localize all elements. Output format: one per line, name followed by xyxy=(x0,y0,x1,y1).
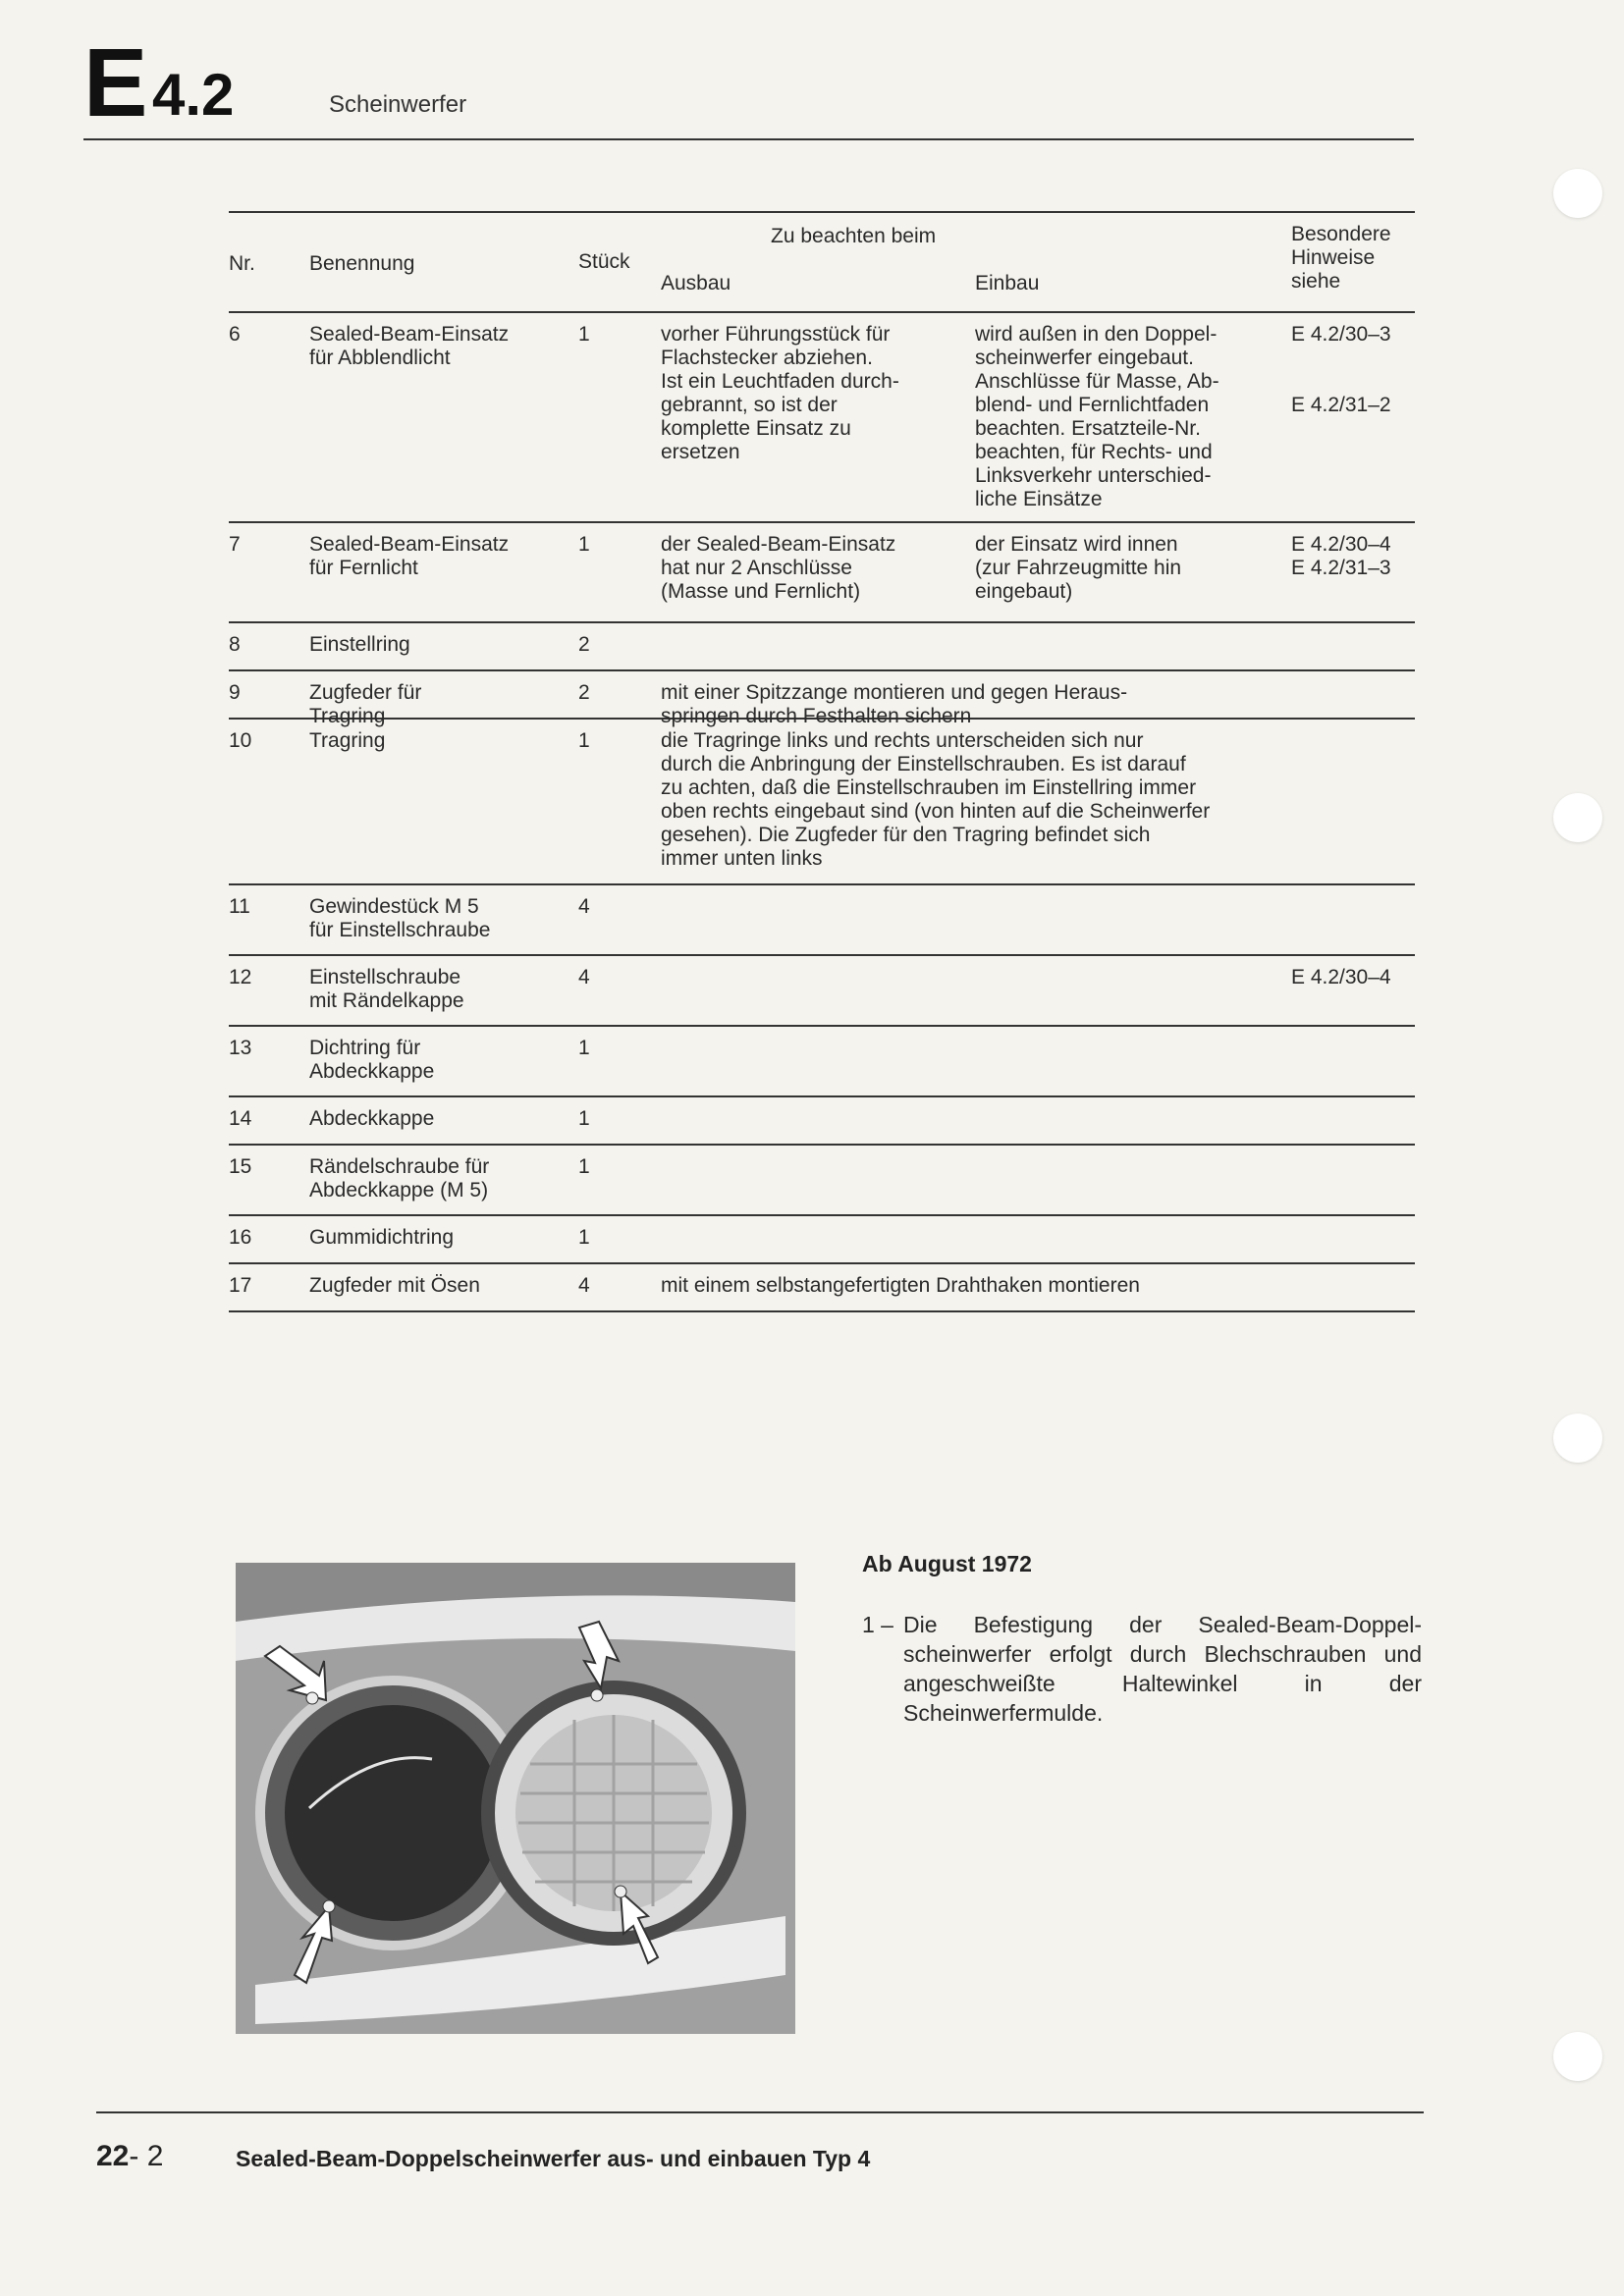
row-number: 14 xyxy=(229,1107,252,1130)
headlight-photo xyxy=(236,1563,795,2034)
page-number xyxy=(96,2140,163,2173)
caption-item-number: 1 – xyxy=(862,1612,893,1637)
table-row xyxy=(229,523,1415,623)
table-row xyxy=(229,720,1415,885)
row-benennung: Sealed-Beam-Einsatz für Abblendlicht xyxy=(309,323,510,369)
section-letter: E xyxy=(83,28,148,136)
row-benennung: Zugfeder mit Ösen xyxy=(309,1274,480,1297)
row-stueck: 2 xyxy=(578,633,590,656)
row-hinweise-ref: E 4.2/30–4 xyxy=(1291,966,1391,988)
row-number: 11 xyxy=(229,895,250,918)
row-einbau: wird außen in den Doppel- scheinwerfer eingebaut. Anschlüsse für Masse, Ab- blend- und Fernlichtfaden beachten. Ersatzteile-Nr. beachten, für Rechts- und Linksverkehr unterschied- liche Einsätze xyxy=(975,323,1219,510)
row-hinweis-text: mit einer Spitzzange montieren und gegen Heraus- springen durch Festhalten sichern xyxy=(661,681,1128,727)
caption-item xyxy=(862,1610,1422,1728)
row-number: 17 xyxy=(229,1274,252,1297)
col-zu-beachten-header: Zu beachten beim xyxy=(771,225,937,247)
row-hinweise-ref: E 4.2/30–3 E 4.2/31–2 xyxy=(1291,323,1391,416)
row-stueck: 1 xyxy=(578,1226,590,1249)
row-hinweis-text: mit einem selbstangefertigten Drahthaken montieren xyxy=(661,1274,1140,1297)
section-title: Scheinwerfer xyxy=(329,91,467,118)
row-benennung: Rändelschraube für Abdeckkappe (M 5) xyxy=(309,1155,490,1201)
binder-hole xyxy=(1553,2032,1602,2081)
table-row xyxy=(229,1264,1415,1312)
row-stueck: 1 xyxy=(578,1107,590,1130)
row-stueck: 1 xyxy=(578,1155,590,1178)
table-row xyxy=(229,313,1415,523)
table-row xyxy=(229,623,1415,671)
row-hinweise-ref: E 4.2/30–4 E 4.2/31–3 xyxy=(1291,533,1391,579)
col-stueck-header: Stück xyxy=(578,250,630,273)
col-nr-header: Nr. xyxy=(229,252,255,275)
row-number: 16 xyxy=(229,1226,252,1249)
binder-hole xyxy=(1553,793,1602,842)
row-benennung: Dichtring für Abdeckkappe xyxy=(309,1037,435,1083)
col-hinweise-header: Besondere Hinweise siehe xyxy=(1291,223,1391,293)
row-stueck: 2 xyxy=(578,681,590,704)
table-row xyxy=(229,956,1415,1027)
footer-divider xyxy=(96,2111,1424,2113)
table-row xyxy=(229,885,1415,956)
page-number-main: 22 xyxy=(96,2140,130,2172)
row-number: 15 xyxy=(229,1155,252,1178)
row-stueck: 4 xyxy=(578,966,590,988)
parts-table xyxy=(229,211,1415,1312)
col-ausbau-header: Ausbau xyxy=(661,272,731,294)
row-number: 10 xyxy=(229,729,252,752)
col-einbau-header: Einbau xyxy=(975,272,1040,294)
row-number: 7 xyxy=(229,533,241,556)
caption-heading: Ab August 1972 xyxy=(862,1551,1032,1576)
caption-item-text: Die Befestigung der Sealed-Beam-Doppel-scheinwerfer erfolgt durch Blechschrauben und angeschweißte Haltewinkel in der Scheinwerfermulde. xyxy=(903,1612,1422,1726)
table-row xyxy=(229,1097,1415,1146)
row-benennung: Tragring xyxy=(309,729,386,752)
row-stueck: 4 xyxy=(578,895,590,918)
section-number: 4.2 xyxy=(152,62,235,128)
table-row xyxy=(229,1027,1415,1097)
page-header xyxy=(83,28,1414,140)
row-number: 13 xyxy=(229,1037,252,1059)
row-benennung: Einstellschraube mit Rändelkappe xyxy=(309,966,464,1012)
row-benennung: Abdeckkappe xyxy=(309,1107,435,1130)
row-number: 9 xyxy=(229,681,241,704)
row-benennung: Sealed-Beam-Einsatz für Fernlicht xyxy=(309,533,510,579)
row-stueck: 4 xyxy=(578,1274,590,1297)
col-benennung-header: Benennung xyxy=(309,252,415,275)
table-row xyxy=(229,1216,1415,1264)
row-hinweis-text: die Tragringe links und rechts unterscheiden sich nur durch die Anbringung der Einstellschrauben. Es ist darauf zu achten, daß die Einstellschrauben im Einstellring immer oben rechts eingebaut sind (von hinten auf die Scheinwerfer gesehen). Die Zugfeder für den Tragring befindet sich immer unten links xyxy=(661,729,1211,870)
row-benennung: Gewindestück M 5 für Einstellschraube xyxy=(309,895,491,941)
row-ausbau: der Sealed-Beam-Einsatz hat nur 2 Anschlüsse (Masse und Fernlicht) xyxy=(661,533,896,603)
binder-hole xyxy=(1553,169,1602,218)
table-header xyxy=(229,211,1415,313)
row-stueck: 1 xyxy=(578,533,590,556)
row-benennung: Gummidichtring xyxy=(309,1226,455,1249)
row-number: 12 xyxy=(229,966,252,988)
row-einbau: der Einsatz wird innen (zur Fahrzeugmitte hin eingebaut) xyxy=(975,533,1182,603)
table-row xyxy=(229,1146,1415,1216)
table-body xyxy=(229,313,1415,1312)
row-benennung: Einstellring xyxy=(309,633,410,656)
table-row xyxy=(229,671,1415,727)
row-stueck: 1 xyxy=(578,323,590,346)
row-number: 8 xyxy=(229,633,241,656)
row-stueck: 1 xyxy=(578,1037,590,1059)
page-number-sub: - 2 xyxy=(129,2140,164,2172)
footer-title: Sealed-Beam-Doppelscheinwerfer aus- und einbauen Typ 4 xyxy=(236,2146,871,2171)
binder-hole xyxy=(1553,1414,1602,1463)
row-stueck: 1 xyxy=(578,729,590,752)
row-benennung: Zugfeder für Tragring xyxy=(309,681,422,727)
row-ausbau: vorher Führungsstück für Flachstecker abziehen. Ist ein Leuchtfaden durch- gebrannt, so ist der komplette Einsatz zu ersetzen xyxy=(661,323,899,463)
row-number: 6 xyxy=(229,323,241,346)
